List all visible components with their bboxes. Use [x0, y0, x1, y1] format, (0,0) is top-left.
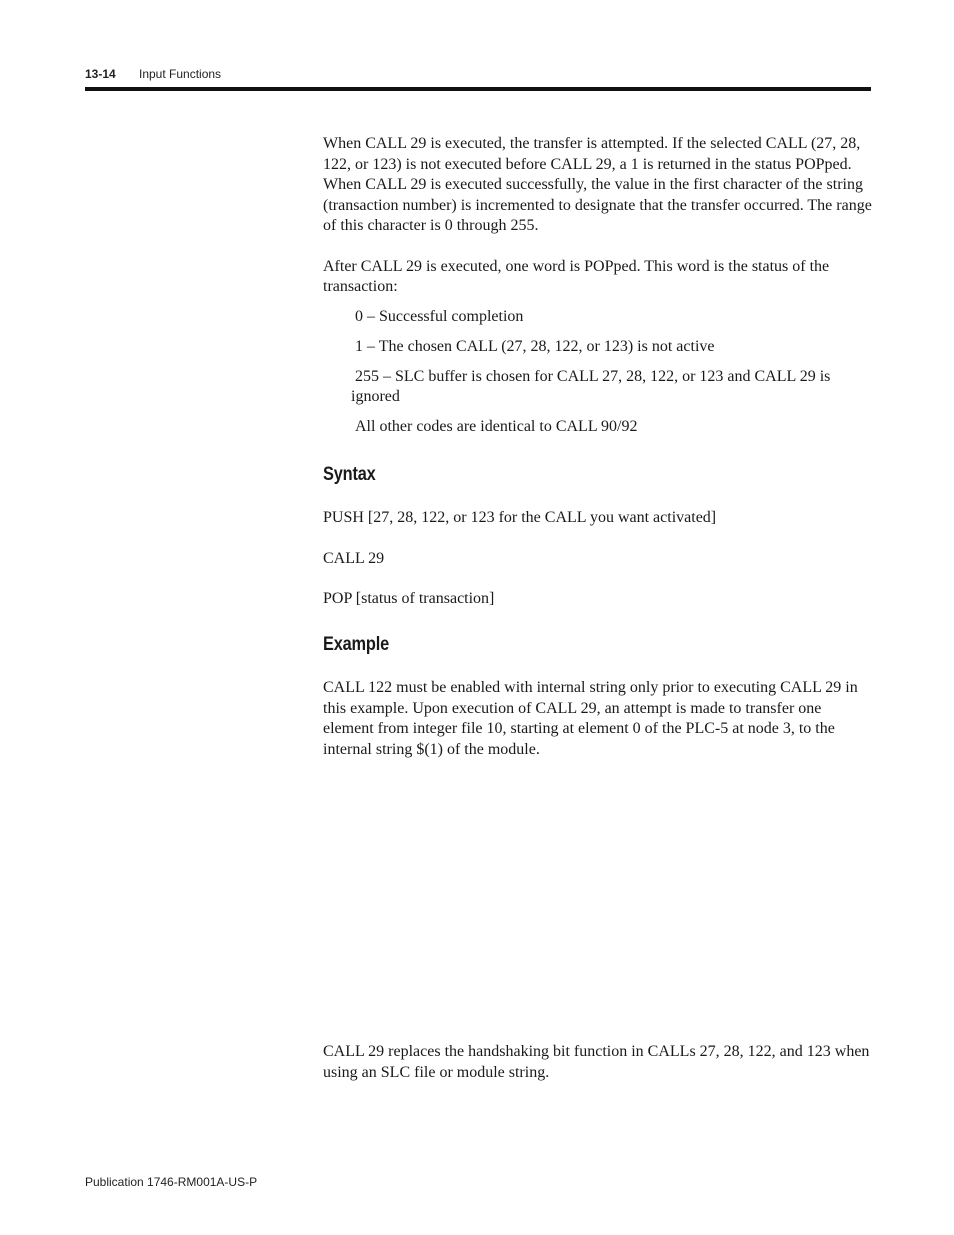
- section-title: Input Functions: [139, 67, 222, 81]
- main-content: [323, 134, 873, 760]
- note-paragraph: CALL 29 replaces the handshaking bit function in CALLs 27, 28, 122, and 123 when using an SLC file or module string.: [323, 1043, 870, 1081]
- syntax-heading: Syntax: [323, 463, 376, 485]
- example-heading: Example: [323, 633, 390, 655]
- page-header: [85, 66, 871, 86]
- status-code-item: 255 – SLC buffer is chosen for CALL 27, 28, 122, or 123 and CALL 29 is ignored: [351, 367, 831, 405]
- header-rule: [85, 87, 871, 91]
- status-code-item: 0 – Successful completion: [355, 307, 524, 325]
- page-number: 13-14: [85, 67, 116, 81]
- status-code-item: 1 – The chosen CALL (27, 28, 122, or 123) is not active: [355, 337, 715, 355]
- syntax-line: CALL 29: [323, 549, 385, 567]
- paragraph-transfer: When CALL 29 is executed, the transfer is attempted. If the selected CALL (27, 28, 122, or 123) is not executed before CALL 29, a 1 is returned in the status POPped. When CALL 29 is executed successfully, the value in the first character of the string (transaction number) is incremented to designate that the transfer occurred. The range of this character is 0 through 255.: [323, 135, 872, 234]
- publication-footer: Publication 1746-RM001A-US-P: [85, 1175, 258, 1189]
- paragraph-status: After CALL 29 is executed, one word is POPped. This word is the status of the transaction:: [323, 257, 830, 295]
- syntax-line: PUSH [27, 28, 122, or 123 for the CALL you want activated]: [323, 509, 717, 526]
- example-paragraph: CALL 122 must be enabled with internal string only prior to executing CALL 29 in this example. Upon execution of CALL 29, an attempt is made to transfer one element from integer file 10, starting at element 0 of the PLC-5 at node 3, to the internal string $(1) of the module.: [323, 679, 858, 758]
- status-code-item: All other codes are identical to CALL 90/92: [355, 418, 638, 435]
- syntax-line: POP [status of transaction]: [323, 590, 495, 607]
